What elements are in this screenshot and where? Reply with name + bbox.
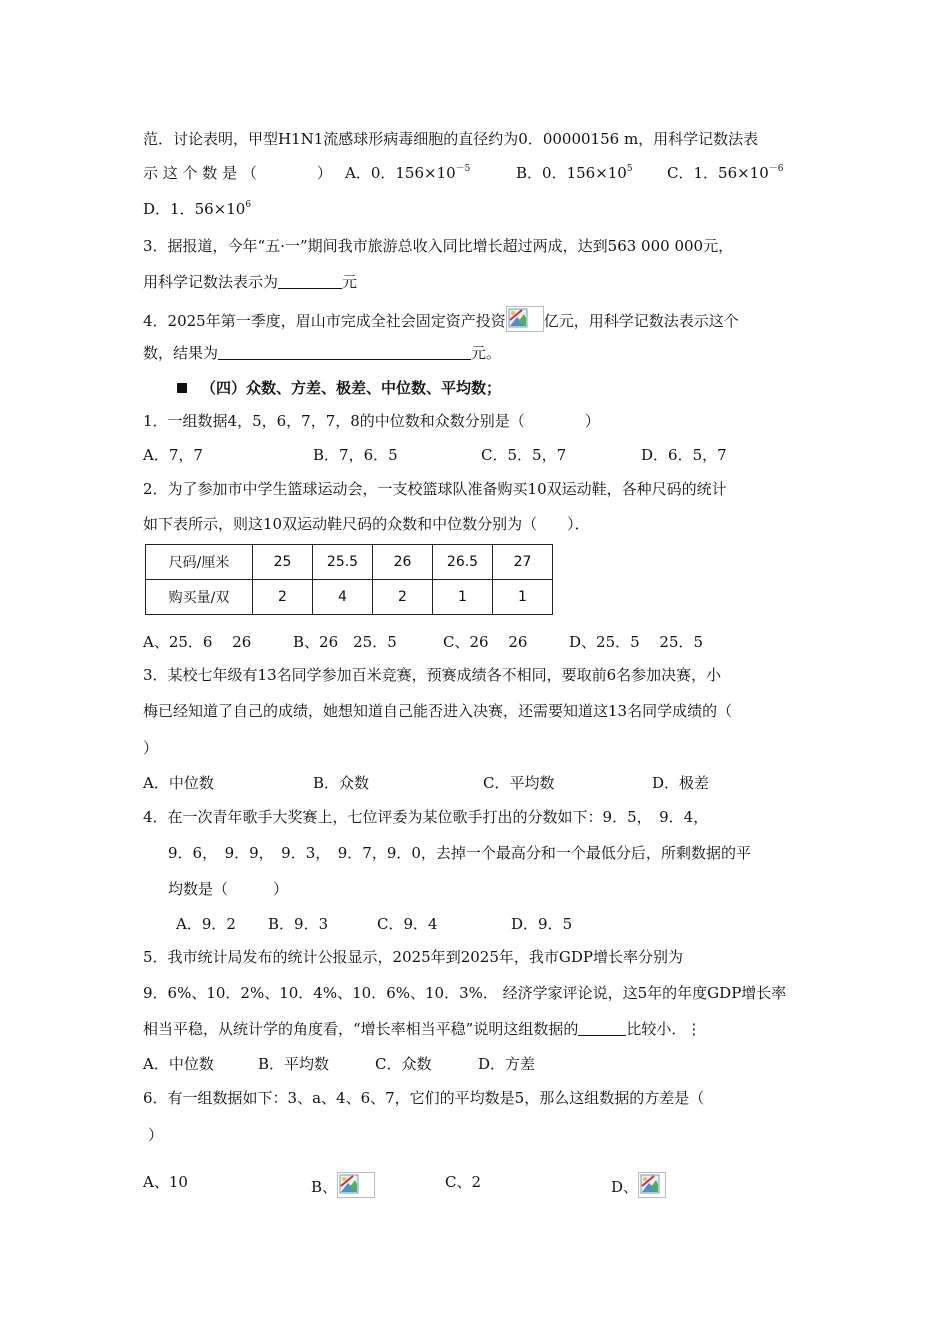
table-cell: 2: [373, 580, 433, 615]
question-4-line: 4．在一次青年歌手大奖赛上，七位评委为某位歌手打出的分数如下：9．5， 9．4，: [143, 808, 709, 826]
question-4-line: 9．6， 9．9， 9．3， 9．7，9．0，去掉一个最高分和一个最低分后，所剩数据的平: [168, 844, 751, 862]
bracket-close: ）: [316, 164, 332, 182]
option-d: D．极差: [652, 774, 710, 792]
option-a: A．0．$156\times 10^{-5}$: [345, 164, 471, 182]
table-cell: 4: [313, 580, 373, 615]
exponent: －5: [455, 164, 471, 174]
option-c: C．5．5，7: [481, 446, 567, 464]
answer-blank: [218, 344, 471, 360]
option-c: C．众数: [375, 1055, 432, 1073]
question-5-line: 9．6%、10．2%、10．4%、10．6%、10．3%． 经济学家评论说，这5年的年度GDP增长率: [143, 984, 787, 1002]
option-a: A．7，7: [143, 446, 203, 464]
option-b: B．平均数: [258, 1055, 330, 1073]
question-2-line: 2．为了参加市中学生篮球运动会，一支校篮球队准备购买10双运动鞋，各种尺码的统计: [143, 480, 727, 498]
option-b: B．众数: [313, 774, 370, 792]
answer-blank: [278, 273, 342, 289]
table-header-cell: 购买量/双: [146, 580, 253, 615]
option-d: D、: [611, 1172, 666, 1198]
exponent: 6: [245, 200, 252, 210]
option-d: D．6．5，7: [641, 446, 727, 464]
option-c: C．平均数: [483, 774, 555, 792]
question-3-line: ）: [143, 739, 159, 757]
option-a: A．9．2: [176, 915, 236, 933]
table-cell: 2: [253, 580, 313, 615]
table-cell: 27: [493, 545, 553, 580]
table-header-cell: 尺码/厘米: [146, 545, 253, 580]
option-a: A．中位数: [143, 774, 214, 792]
option-b: B、26 25．5: [293, 633, 397, 651]
option-b: B、: [311, 1172, 375, 1198]
option-c: C、26 26: [443, 633, 528, 651]
question-4-line: 4．2025年第一季度，眉山市完成全社会固定资产投资 亿元，用科学记数法表示这个: [143, 306, 739, 332]
option-c: C．1．$56\times 10^{-6}$: [667, 164, 784, 182]
option-b: B．9．3: [268, 915, 329, 933]
option-a: A、25．6 26: [143, 633, 252, 651]
exponent: 5: [626, 164, 633, 174]
question-1-stem: 1．一组数据4，5，6，7，7，8的中位数和众数分别是（ ）: [143, 412, 600, 430]
option-d: D．9．5: [511, 915, 573, 933]
broken-image-icon: [506, 306, 544, 332]
question-3-line: 3．据报道，今年“五·一”期间我市旅游总收入同比增长超过两成，达到563 000 000元，: [143, 237, 734, 255]
broken-image-icon: [337, 1172, 375, 1198]
option-d: D．1．$56\times 10^6$: [143, 200, 252, 218]
option-a: A．中位数: [143, 1055, 214, 1073]
option-d: D、25．5 25．5: [569, 633, 704, 651]
section-heading: （四）众数、方差、极差、中位数、平均数；: [177, 378, 501, 398]
question-5-line: 相当平稳，从统计学的角度看，“增长率相当平稳”说明这组数据的 比较小．⋮: [143, 1020, 702, 1038]
option-b: B．7，6．5: [313, 446, 398, 464]
table-cell: 1: [493, 580, 553, 615]
question-6-line: ）: [148, 1126, 164, 1144]
exponent: －6: [768, 164, 784, 174]
option-d: D．方差: [478, 1055, 536, 1073]
text-line: 范．讨论表明，甲型H1N1流感球形病毒细胞的直径约为0．00000156 m，用科学记数法表: [143, 130, 759, 148]
option-c: C．9．4: [377, 915, 438, 933]
question-stem: 示 这 个 数 是 （: [143, 164, 257, 182]
table-cell: 26.5: [433, 545, 493, 580]
question-3-line: 用科学记数法表示为 元: [143, 273, 358, 291]
question-3-line: 梅已经知道了自己的成绩，她想知道自己能否进入决赛，还需要知道这13名同学成绩的（: [143, 702, 733, 720]
question-4-line: 均数是（ ）: [168, 880, 289, 898]
question-2-line: 如下表所示，则这10双运动鞋尺码的众数和中位数分别为（ ）．: [143, 515, 590, 533]
option-c: C、2: [445, 1173, 482, 1191]
question-6-line: 6．有一组数据如下：3、a、4、6、7，它们的平均数是5，那么这组数据的方差是（: [143, 1089, 705, 1107]
option-b: B．0．$156\times 10^5$: [516, 164, 633, 182]
table-row: [146, 580, 553, 615]
question-4-line: 数，结果为 元。: [143, 344, 502, 362]
table-cell: 25.5: [313, 545, 373, 580]
table-cell: 25: [253, 545, 313, 580]
text-line: [143, 163, 332, 183]
question-3-line: 3．某校七年级有13名同学参加百米竞赛，预赛成绩各不相同，要取前6名参加决赛，小: [143, 666, 722, 684]
broken-image-icon: [638, 1172, 666, 1198]
square-bullet-icon: [177, 383, 187, 393]
shoe-size-table: [145, 544, 553, 615]
question-5-line: 5．我市统计局发布的统计公报显示，2025年到2025年，我市GDP增长率分别为: [143, 948, 683, 966]
table-row: [146, 545, 553, 580]
table-cell: 1: [433, 580, 493, 615]
table-cell: 26: [373, 545, 433, 580]
option-a: A、10: [143, 1173, 188, 1191]
answer-blank: [578, 1020, 626, 1036]
